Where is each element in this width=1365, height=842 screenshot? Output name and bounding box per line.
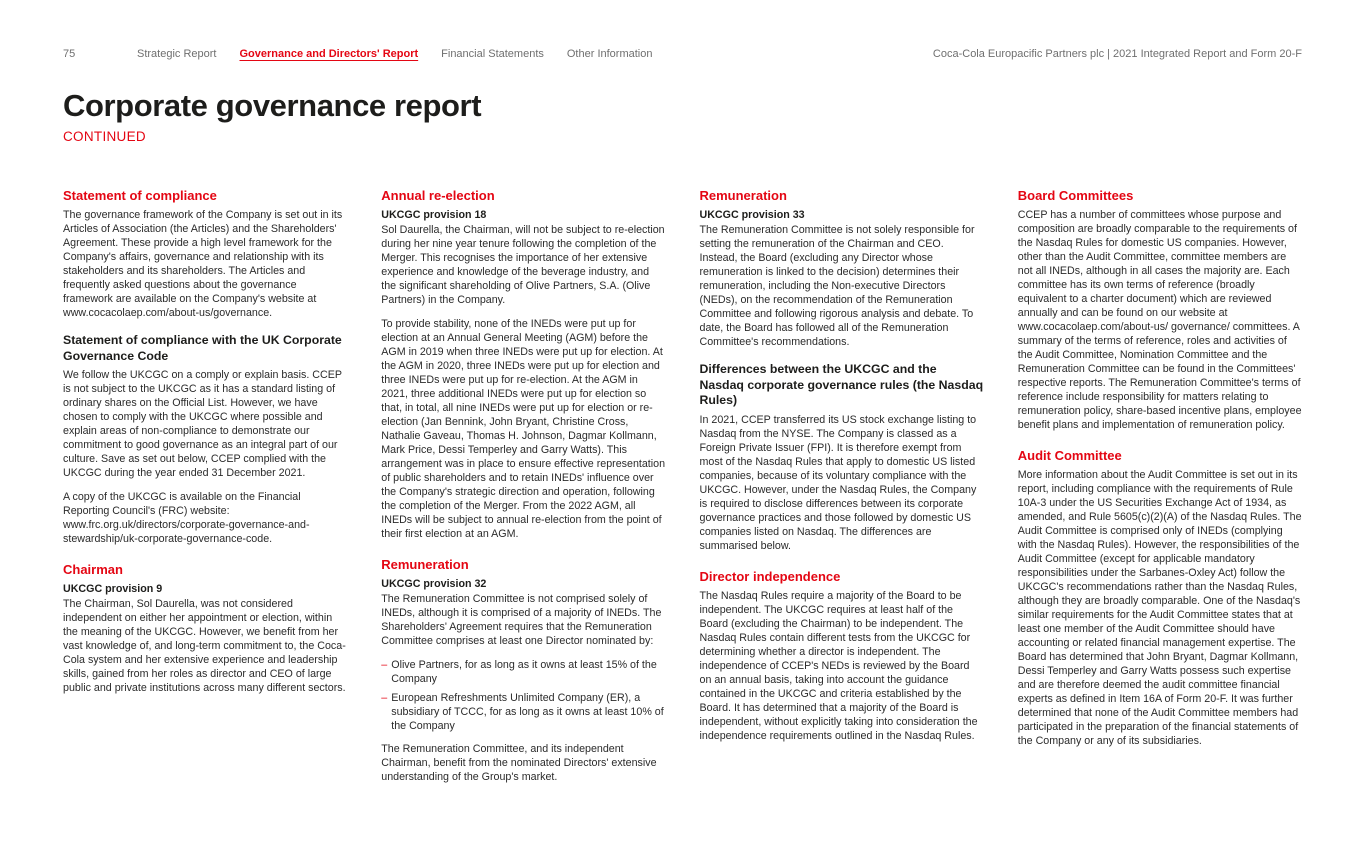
nav-other-information[interactable]: Other Information: [566, 48, 653, 60]
paragraph: The governance framework of the Company is set out in its Articles of Association (the Articles) and the Shareholders' Agreement. These provide a high level framework for the Company's affairs, governance and relationship with its stakeholders and its shareholders. The Articles and frequently asked questions about the governance framework are available on the Company's website at www.cocacolaep.com/about-us/governance.: [63, 209, 343, 319]
paragraph: The Remuneration Committee is not comprised solely of INEDs, although it is comprised of a majority of INEDs. The Shareholders' Agreement requires that the Remuneration Committee comprises at least one Director nominated by:: [381, 593, 662, 647]
report-section-nav: [137, 48, 652, 60]
sub-heading: Statement of compliance with the UK Corporate Governance Code: [63, 333, 342, 363]
paragraph: To provide stability, none of the INEDs were put up for election at an Annual General Meeting (AGM) before the AGM in 2019 when three INEDs were put up for election. At the AGM in 2020, three INEDs were put up for election and three INEDs were put up for re-election. At the AGM in 2021, three additional INEDs were put up for election so that, in total, all nine INEDs were put up for election or re-election (Jan Bennink, John Bryant, Christine Cross, Nathalie Gaveau, Thomas H. Johnson, Dagmar Kollmann, Mark Price, Dessi Temperley and Garry Watts). This arrangement was in place to ensure effective representation of public shareholders and to retain INEDs' influence over the Company's strategic direction and operation, following the completion of the Merger. From the 2022 AGM, all INEDs will be subject to annual re-election from the point of their first election at an AGM.: [381, 318, 666, 540]
paragraph: We follow the UKCGC on a comply or explain basis. CCEP is not subject to the UKCGC as it has a standard listing of ordinary shares on the Official List. However, we have chosen to comply with the UKCGC where possible and explain areas of non-compliance to demonstrate our commitment to good governance as an integral part of our culture. Save as set out below, CCEP complied with the UKCGC during the year ended 31 December 2021.: [63, 369, 342, 479]
section-heading: Remuneration: [381, 557, 469, 572]
provision-label: UKCGC provision 18: [381, 209, 487, 221]
publication-title: Coca-Cola Europacific Partners plc | 2021 Integrated Report and Form 20-F: [932, 48, 1302, 60]
paragraph: The Remuneration Committee is not solely responsible for setting the remuneration of the Chairman and CEO. Instead, the Board (excluding any Director whose remuneration is linked to the decision) determines their remuneration, including the Non-executive Directors (NEDs), on the recommendation of the Remuneration Committee and following rigorous analysis and debate. To date, the Board has followed all of the Remuneration Committee's recommendations.: [699, 224, 975, 348]
page-subtitle-continued: CONTINUED: [63, 129, 146, 144]
text-column-1: [63, 188, 347, 794]
sub-heading: Differences between the UKCGC and the Nasdaq corporate governance rules (the Nasdaq Rules): [699, 362, 984, 407]
bullet-item: – European Refreshments Unlimited Company (ER), a subsidiary of TCCC, for as long as it owns at least 10% of the Company: [381, 691, 665, 733]
section-heading: Remuneration: [699, 188, 787, 203]
top-bar: [63, 48, 1302, 60]
paragraph: A copy of the UKCGC is available on the Financial Reporting Council's (FRC) website: www.frc.org.uk/directors/corporate-governance-and-stewardship/uk-corporate-governance-code.: [63, 491, 310, 545]
nav-strategic-report[interactable]: Strategic Report: [137, 48, 217, 60]
section-heading: Annual re-election: [381, 188, 495, 203]
provision-label: UKCGC provision 33: [699, 209, 805, 221]
paragraph: CCEP has a number of committees whose purpose and composition are broadly comparable to the requirements of the Nasdaq Rules for domestic US companies. However, other than the Audit Committee, committee members are not all INEDs, although in all cases the majority are. Each committee has its own terms of reference (broadly equivalent to a charter document) which are reviewed annually and can be found on our website at www.cocacolaep.com/about-us/ governance/ committees. A summary of the terms of reference, roles and activities of the Audit Committee, Nomination Committee and the Remuneration Committee can be found in the Committees' respective reports. The Remuneration Committee's terms of reference include responsibility for matters relating to remuneration policy, share-based incentive plans, employee benefit plans and implementation of remuneration policy.: [1017, 209, 1302, 431]
paragraph: In 2021, CCEP transferred its US stock exchange listing to Nasdaq from the NYSE. The Company is classed as a Foreign Private Issuer (FPI). It is therefore exempt from most of the Nasdaq Rules that apply to domestic US listed companies, because of its voluntary compliance with the UKCGC. However, under the Nasdaq Rules, the Company is required to disclose differences between its corporate governance practices and those followed by domestic US companies listed on Nasdaq. The differences are summarised below.: [699, 413, 977, 552]
section-heading: Chairman: [63, 562, 123, 577]
provision-label: UKCGC provision 9: [63, 583, 163, 595]
nav-governance-directors-report[interactable]: Governance and Directors' Report: [239, 48, 419, 60]
text-column-3: [700, 188, 984, 794]
paragraph: The Remuneration Committee, and its independent Chairman, benefit from the nominated Directors' extensive understanding of the Group's market.: [381, 743, 657, 783]
content-columns: [63, 188, 1302, 794]
text-column-2: [381, 188, 665, 794]
paragraph: Sol Daurella, the Chairman, will not be subject to re-election during her nine year tenure following the completion of the Merger. This recognises the importance of her extensive experience and knowledge of the beverage industry, and the significant shareholding of Olive Partners, S.A. (Olive Partners) in the Company.: [381, 224, 665, 306]
section-heading: Director independence: [699, 568, 841, 584]
provision-label: UKCGC provision 32: [381, 578, 487, 590]
paragraph: The Nasdaq Rules require a majority of the Board to be independent. The UKCGC requires at least half of the Board (excluding the Chairman) to be independent. The Nasdaq Rules contain different tests from the UKCGC for determining whether a director is independent. The independence of CCEP's NEDs is reviewed by the Board on an annual basis, taking into account the guidance contained in the UKCGC and criteria established by the Board. It has determined that a majority of the Board is independent, without explicitly taking into consideration the independence requirements outlined in the Nasdaq Rules.: [699, 589, 978, 742]
section-heading: Board Committees: [1017, 188, 1134, 203]
paragraph: The Chairman, Sol Daurella, was not considered independent on either her appointment or election, within the meaning of the UKCGC. However, we benefit from her vast knowledge of, and long-term commitment to, the Coca-Cola system and her extensive experience and leadership skills, gained from her roles as director and CEO of large public and private institutions across many different sectors.: [63, 598, 346, 694]
section-heading: Audit Committee: [1017, 448, 1122, 463]
nav-financial-statements[interactable]: Financial Statements: [441, 48, 544, 60]
bullet-item: – Olive Partners, for as long as it owns at least 15% of the Company: [381, 658, 665, 686]
paragraph: More information about the Audit Committee is set out in its report, including compliance with the requirements of Rule 10A-3 under the US Securities Exchange Act of 1934, as amended, and Rule 5605(c)(2)(A) of the Nasdaq Rules. The Audit Committee is comprised only of INEDs (complying with the Nasdaq Rules). However, the responsibilities of the Audit Committee (except for applicable mandatory responsibilities under the Sarbanes-Oxley Act) follow the UKCGC's recommendations rather than the Nasdaq Rules, although they are broadly comparable. One of the Nasdaq's similar requirements for the Audit Committee states that at least one member of the Audit Committee should have accounting or related financial management expertise. The Board has determined that John Bryant, Dagmar Kollmann, Dessi Temperley and Garry Watts possess such expertise and are therefore deemed the audit committee financial experts as defined in Item 16A of Form 20-F. It was further determined that none of the Audit Committee members had participated in the preparation of the financial statements of the Company or any of its subsidiaries.: [1017, 469, 1302, 747]
page-title: Corporate governance report: [63, 88, 482, 123]
text-column-4: [1018, 188, 1302, 794]
section-heading: Statement of compliance: [63, 188, 217, 203]
page-number: 75: [63, 48, 76, 60]
